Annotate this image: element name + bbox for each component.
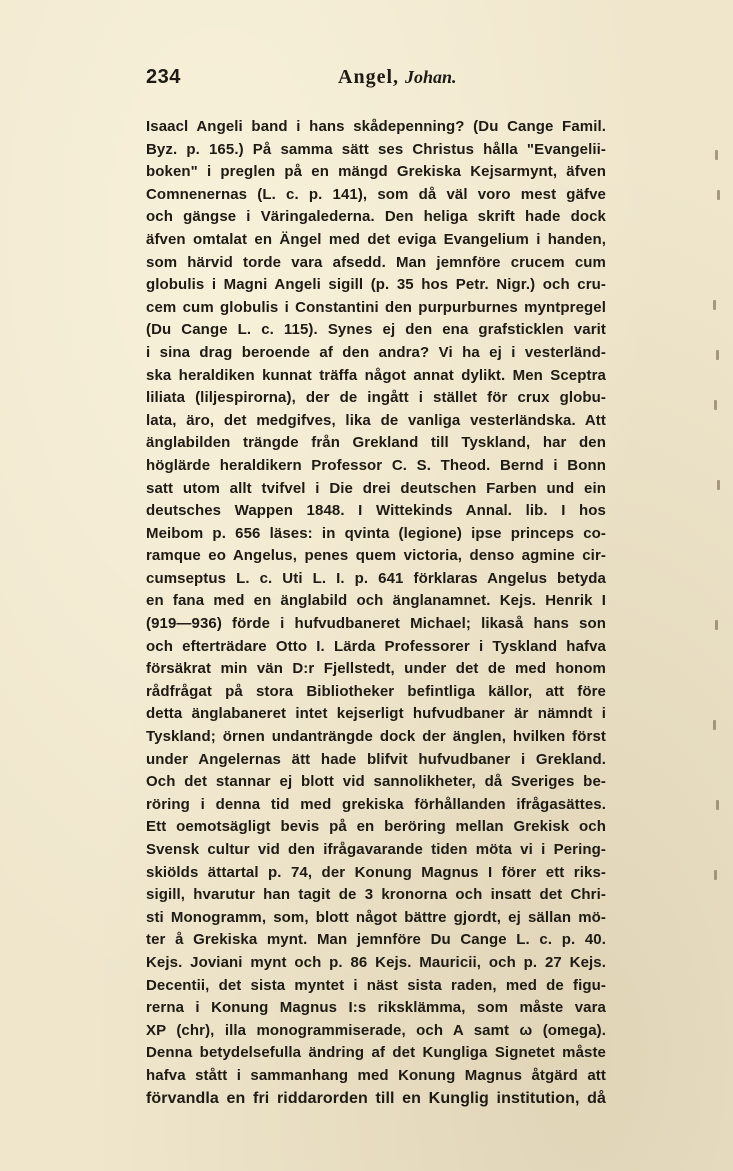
text-line: Svensk cultur vid den ifrågavarande tiden möta vi i Pering-: [146, 841, 606, 858]
ink-mark: [715, 620, 718, 630]
ink-mark: [715, 150, 718, 160]
text-line: detta änglabaneret intet kejserligt hufvudbaner är nämndt i: [146, 705, 606, 723]
ink-mark: [713, 300, 716, 310]
text-line: och efterträdare Otto I. Lärda Professorer i Tyskland hafva: [146, 637, 606, 655]
text-line: Ett oemotsägligt bevis på en beröring mellan Grekisk och: [146, 818, 606, 836]
text-line: äfven omtalat en Ängel med det eviga Evangelium i handen,: [146, 230, 606, 248]
text-line: Denna betydelsefulla ändring af det Kungliga Signetet måste: [146, 1044, 606, 1062]
text-line: cumseptus L. c. Uti L. I. p. 641 förklaras Angelus betyda: [146, 569, 606, 587]
text-line: (919—936) förde i hufvudbaneret Michael; likaså hans son: [146, 615, 606, 633]
text-line: sigill, hvarutur han tagit de 3 kronorna och insatt det Chri-: [146, 886, 606, 904]
text-line: satt utom allt tvifvel i Die drei deutschen Farben und ein: [146, 479, 606, 497]
text-line: höglärde heraldikern Professor C. S. Theod. Bernd i Bonn: [146, 456, 606, 474]
ink-mark: [716, 800, 719, 810]
text-line: i sina drag beroende af den andra? Vi ha ej i vesterländ-: [146, 343, 606, 361]
text-line: och gängse i Väringalederna. Den heliga skrift hade dock: [146, 208, 606, 226]
text-line: Isaacl Angeli band i hans skådepenning? (Du Cange Famil.: [146, 118, 606, 135]
text-line: Comnenernas (L. c. p. 141), som då väl voro mest gäfve: [146, 185, 606, 203]
text-line: (Du Cange L. c. 115). Synes ej den ena grafsticklen varit: [146, 321, 606, 339]
text-line: Decentii, det sista myntet i näst sista raden, med de figu-: [146, 976, 606, 994]
text-line: under Angelernas ätt hade blifvit hufvudbaner i Grekland.: [146, 750, 606, 768]
text-line: skiölds ättartal p. 74, der Konung Magnus I förer ett riks-: [146, 863, 606, 881]
bleed-through-marks: [703, 0, 733, 1171]
page-header: [146, 66, 606, 94]
text-line: Tyskland; örnen undanträngde dock der änglen, hvilken först: [146, 728, 606, 746]
running-head-given-name: Johan.: [405, 67, 457, 87]
text-line: ramque eo Angelus, penes quem victoria, denso agmine cir-: [146, 547, 606, 565]
text-line: Byz. p. 165.) På samma sätt ses Christus hålla "Evangelii-: [146, 140, 606, 158]
text-line: Kejs. Joviani mynt och p. 86 Kejs. Mauricii, och p. 27 Kejs.: [146, 953, 606, 971]
running-head: [338, 66, 457, 89]
text-line: ska heraldiken kunnat träffa något annat dylikt. Men Sceptra: [146, 366, 606, 384]
body-text: [146, 116, 606, 1110]
text-line: liliata (liljespirorna), der de ingått i stället för crux globu-: [146, 389, 606, 407]
ink-mark: [716, 350, 719, 360]
text-line: boken" i preglen på en mängd Grekiska Kejsarmynt, äfven: [146, 163, 606, 181]
running-head-name: Angel,: [338, 66, 399, 88]
text-line: hafva stått i sammanhang med Konung Magnus åtgärd att: [146, 1066, 606, 1084]
page-number: 234: [146, 66, 181, 88]
text-line: lata, äro, det medgifves, lika de vanliga vesterländska. Att: [146, 411, 606, 429]
text-line: rådfrågat på stora Bibliotheker befintliga källor, att före: [146, 682, 606, 700]
text-line: en fana med en änglabild och änglanamnet. Kejs. Henrik I: [146, 592, 606, 610]
ink-mark: [717, 190, 720, 200]
ink-mark: [717, 480, 720, 490]
text-line: rerna i Konung Magnus I:s riksklämma, som måste vara: [146, 999, 606, 1017]
text-line: som härvid torde vara afsedd. Man jemnföre crucem cum: [146, 253, 606, 271]
text-line: XP (chr), illa monogrammiserade, och A samt ω (omega).: [146, 1021, 606, 1039]
text-line: globulis i Magni Angeli sigill (p. 35 hos Petr. Nigr.) och cru-: [146, 276, 606, 294]
text-line: röring i denna tid med grekiska förhållanden ifrågasättes.: [146, 795, 606, 813]
text-line: sti Monogramm, som, blott något bättre gjordt, ej sällan mö-: [146, 908, 606, 926]
text-line: Meibom p. 656 läses: in qvinta (legione) ipse princeps co-: [146, 524, 606, 542]
text-line: ter å Grekiska mynt. Man jemnföre Du Cange L. c. p. 40.: [146, 931, 606, 949]
ink-mark: [713, 720, 716, 730]
text-line: deutsches Wappen 1848. I Wittekinds Annal. lib. I hos: [146, 502, 606, 520]
ink-mark: [714, 400, 717, 410]
text-line: försäkrat min vän D:r Fjellstedt, under det de med honom: [146, 660, 606, 678]
text-line: änglabilden trängde från Grekland till Tyskland, har den: [146, 434, 606, 452]
text-line: cem cum globulis i Constantini den purpurburnes myntpregel: [146, 298, 606, 316]
text-line: Och det stannar ej blott vid sannolikheter, då Sveriges be-: [146, 773, 606, 791]
ink-mark: [714, 870, 717, 880]
text-line: förvandla en fri riddarorden till en Kunglig institution, då: [146, 1089, 606, 1107]
